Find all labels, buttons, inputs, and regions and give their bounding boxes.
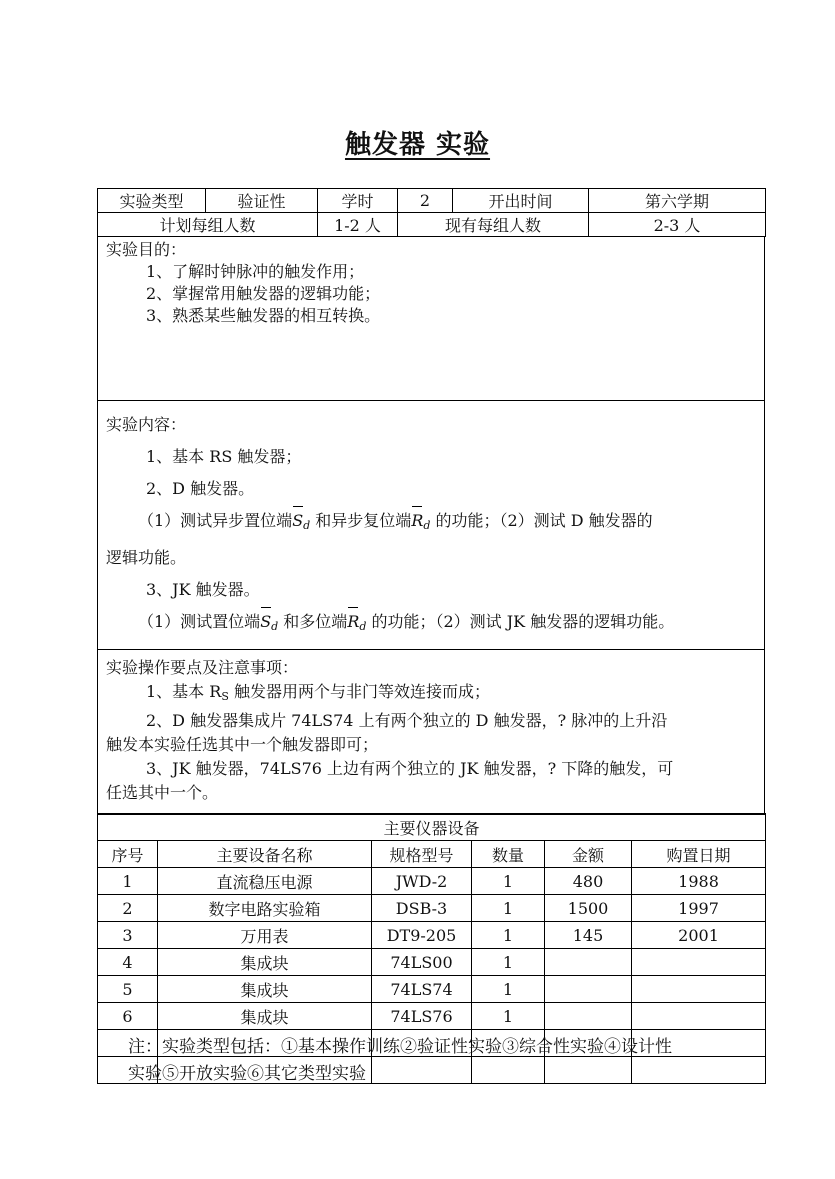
table-cell: 万用表: [158, 922, 372, 949]
table-cell: 1: [472, 976, 545, 1003]
table-row: [98, 949, 766, 976]
table-row: [98, 895, 766, 922]
info-cell: 2-3 人: [589, 212, 766, 236]
equipment-caption: 主要仪器设备: [98, 814, 766, 841]
section-heading: 实验内容：: [106, 414, 187, 434]
table-cell: 1: [472, 895, 545, 922]
table-cell: DT9-205: [372, 922, 472, 949]
set-symbol: $S_d$: [292, 505, 310, 542]
table-cell: 2001: [632, 922, 766, 949]
content-section: [97, 401, 765, 650]
table-cell: [632, 949, 766, 976]
table-cell: JWD-2: [372, 868, 472, 895]
column-header: 规格型号: [372, 841, 472, 868]
jk-test-line: （1）测试置位端 $S_d$ 和多位端 $R_d$ 的功能；（2）测试 JK 触发器的逻辑功能。: [106, 606, 756, 643]
table-cell: 1: [472, 922, 545, 949]
page-title: 触发器 实验: [344, 130, 491, 160]
table-cell: 1: [472, 868, 545, 895]
table-row: [98, 976, 766, 1003]
table-cell: 集成块: [158, 1003, 372, 1030]
table-cell: 74LS74: [372, 976, 472, 1003]
table-cell: 1: [98, 868, 158, 895]
info-cell: 现有每组人数: [398, 212, 589, 236]
table-cell: [632, 1003, 766, 1030]
list-item: 3、JK 触发器。: [146, 579, 260, 599]
reset-symbol: $R_d$: [347, 606, 366, 643]
table-row: [98, 1003, 766, 1030]
table-cell: 1988: [632, 868, 766, 895]
info-cell: 开出时间: [453, 189, 589, 213]
column-header: 数量: [472, 841, 545, 868]
list-item: 3、熟悉某些触发器的相互转换。: [146, 305, 381, 325]
experiment-sheet: [97, 188, 765, 1084]
table-cell: 3: [98, 922, 158, 949]
table-cell: DSB-3: [372, 895, 472, 922]
table-cell: [545, 949, 632, 976]
list-item-cont: 任选其中一个。: [106, 782, 219, 802]
table-cell: 集成块: [158, 949, 372, 976]
table-cell: 直流稳压电源: [158, 868, 372, 895]
reset-symbol: $R_d$: [411, 505, 430, 542]
column-header: 购置日期: [632, 841, 766, 868]
info-cell: 计划每组人数: [98, 212, 318, 236]
list-item: 1、基本 $R_S$ 触发器用两个与非门等效连接而成；: [146, 681, 490, 703]
info-cell: 验证性: [206, 189, 318, 213]
purpose-section: [97, 237, 765, 401]
table-cell: 4: [98, 949, 158, 976]
info-cell: 第六学期: [589, 189, 766, 213]
table-cell: 480: [545, 868, 632, 895]
list-item: 3、JK 触发器，74LS76 上边有两个独立的 JK 触发器，? 下降的触发，可: [146, 758, 674, 778]
table-cell: [632, 976, 766, 1003]
info-cell: 2: [398, 189, 453, 213]
group-table: [97, 212, 766, 237]
section-heading: 实验目的：: [106, 239, 187, 259]
table-cell: 集成块: [158, 976, 372, 1003]
d-test-line: （1）测试异步置位端 $S_d$ 和异步复位端 $R_d$ 的功能；（2）测试 D 触发器的: [106, 505, 756, 542]
column-header: 序号: [98, 841, 158, 868]
table-cell: [545, 1003, 632, 1030]
table-cell: 1: [472, 1003, 545, 1030]
footnote: 注：实验类型包括：①基本操作训练②验证性实验③综合性实验④设计性 实验⑤开放实验⑥其它类型实验: [128, 1037, 672, 1084]
column-header: 主要设备名称: [158, 841, 372, 868]
list-item: 2、掌握常用触发器的逻辑功能；: [146, 283, 381, 303]
info-cell: 学时: [318, 189, 398, 213]
list-item: 2、D 触发器。: [146, 478, 255, 498]
operations-section: [97, 650, 765, 815]
table-row: [98, 868, 766, 895]
table-cell: 1500: [545, 895, 632, 922]
column-header: 金额: [545, 841, 632, 868]
list-item: 2、D 触发器集成片 74LS74 上有两个独立的 D 触发器，? 脉冲的上升沿: [146, 710, 668, 730]
section-heading: 实验操作要点及注意事项：: [106, 657, 299, 677]
info-cell: 1-2 人: [318, 212, 398, 236]
table-cell: 145: [545, 922, 632, 949]
table-cell: 1997: [632, 895, 766, 922]
list-item-cont: 触发本实验任选其中一个触发器即可；: [106, 734, 379, 754]
table-cell: 1: [472, 949, 545, 976]
table-cell: 5: [98, 976, 158, 1003]
table-cell: 6: [98, 1003, 158, 1030]
table-cell: 74LS00: [372, 949, 472, 976]
table-cell: 数字电路实验箱: [158, 895, 372, 922]
set-symbol: $S_d$: [260, 606, 278, 643]
info-table: [97, 188, 766, 213]
table-row: [98, 922, 766, 949]
list-item: 1、了解时钟脉冲的触发作用；: [146, 261, 365, 281]
d-test-line-cont: 逻辑功能。: [106, 547, 187, 567]
table-cell: 2: [98, 895, 158, 922]
table-cell: [545, 976, 632, 1003]
table-cell: 74LS76: [372, 1003, 472, 1030]
list-item: 1、基本 RS 触发器；: [146, 446, 302, 466]
info-cell: 实验类型: [98, 189, 206, 213]
